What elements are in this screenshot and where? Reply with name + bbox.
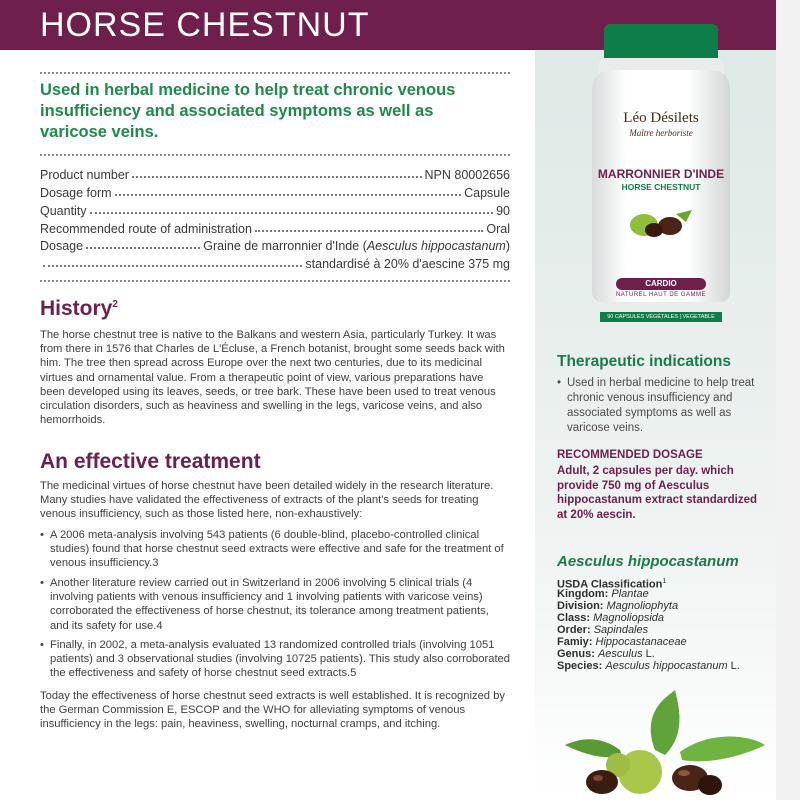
species-title: Aesculus hippocastanum [557, 553, 739, 570]
chestnut-illustration [626, 208, 696, 238]
taxonomy-value: Magnoliophyta [606, 600, 679, 612]
page-edge [776, 0, 800, 800]
treatment-intro: The medicinal virtues of horse chestnut have been detailed widely in the research literature. Many studies have validated the effectiveness of extracts of the plant's seeds for treating venous insufficiency, such as those listed here, non-exhaustively: [40, 480, 494, 521]
leader-dots [255, 230, 483, 232]
list-item [40, 576, 510, 633]
bullet-dot: • [40, 639, 44, 651]
divider [40, 154, 510, 156]
spec-value: NPN 80002656 [424, 168, 510, 182]
recommended-dosage-heading: RECOMMENDED DOSAGE [557, 449, 703, 461]
taxonomy-authority: L. [642, 648, 655, 660]
list-item [557, 376, 757, 436]
spec-value [203, 239, 510, 253]
recommended-dosage-text: Adult, 2 capsules per day. which provide 750 mg of Aesculus hippocastanum extract standardized at 20% aescin. [557, 465, 758, 521]
taxonomy-value: Aesculus [597, 648, 643, 660]
leader-dots [43, 265, 302, 267]
list-item-text: Finally, in 2002, a meta-analysis evaluated 13 randomized controlled trials (involving 1051 patients) and 3 observational studies (involving 10725 patients). This study also corroborated the effectiveness and safety of horse chestnut seed extracts.5 [50, 639, 510, 680]
taxonomy-row [557, 600, 772, 612]
spec-label: Product number [40, 168, 129, 182]
closing-paragraph: Today the effectiveness of horse chestnut seed extracts is well established. It is recognized by the German Commission E, ESCOP and the WHO for alleviating symptoms of venous insufficiency in the legs: pain, heaviness, swelling, nocturnal cramps, and itching. [40, 690, 505, 731]
taxonomy-value: Hippocastanaceae [595, 636, 687, 648]
footnote-ref: 2 [112, 299, 118, 310]
divider [40, 72, 510, 74]
brand-logo: Léo Désilets [623, 110, 699, 126]
brand-subtitle: Maître herboriste [629, 128, 693, 138]
leader-dots [115, 194, 462, 196]
history-paragraph: The horse chestnut tree is native to the Balkans and western Asia, particularly Turkey. It was from there in 1576 that Charles de L'Écluse, a French botanist, brought some seeds back with him. The tree then spread across Europe over the next two centuries, due to its medicinal virtues and ornamental value. From a therapeutic point of view, various preparations have been developed using its leaves, seeds, or tree bark. These have been used to treat venous circulation disorders, such as heaviness and swelling in the legs, varicose veins, and also hemorrhoids. [40, 329, 505, 427]
treatment-heading: An effective treatment [40, 450, 261, 473]
taxonomy-row [557, 648, 772, 660]
chestnut-photo [560, 690, 775, 800]
therapeutic-text: Used in herbal medicine to help treat chronic venous insufficiency and associated symptoms as well as varicose veins. [567, 377, 755, 434]
page-title: HORSE CHESTNUT [40, 6, 370, 44]
taxonomy-key: Division: [557, 600, 604, 612]
leader-dots [90, 212, 494, 214]
lead-statement: Used in herbal medicine to help treat chronic venous insufficiency and associated symptoms as well as varicose veins. [40, 81, 456, 141]
taxonomy-row [557, 624, 772, 636]
spec-row [40, 236, 510, 253]
footnote-ref: 1 [662, 578, 667, 585]
list-item [40, 528, 510, 571]
spec-row [40, 254, 510, 271]
taxonomy-key: Species: [557, 660, 603, 672]
taxonomy-key: Order: [557, 624, 591, 636]
product-name-en: HORSE CHESTNUT [621, 182, 701, 192]
taxonomy-key: Famiy: [557, 636, 593, 648]
list-item-text: Another literature review carried out in Switzerland in 2006 involving 5 clinical trials (4 involving patients with venous insufficiency and 1 involving patients with varicose veins) corroborated the effectiveness of horse chestnut, its tolerance among treatment patients, and its safety for use.4 [50, 577, 489, 632]
spec-label: Dosage form [40, 186, 112, 200]
spec-row [40, 201, 510, 218]
taxonomy-row [557, 588, 772, 600]
spec-value: Oral [486, 222, 510, 236]
leader-dots [132, 176, 422, 178]
leader-dots [86, 247, 200, 249]
spec-value-part: Graine de marronnier d'Inde ( [203, 239, 367, 253]
classification-label: USDA Classification [557, 578, 663, 591]
cardio-badge: CARDIO [616, 278, 706, 290]
spec-label: Recommended route of administration [40, 222, 252, 236]
spec-label: Dosage [40, 239, 84, 253]
taxonomy-value: Sapindales [593, 624, 649, 636]
taxonomy-authority: L. [727, 660, 740, 672]
product-name-fr: MARRONNIER D'INDE [597, 167, 725, 181]
taxonomy-value: Magnoliopsida [593, 612, 665, 624]
taxonomy-row [557, 636, 772, 648]
taxonomy-key: Genus: [557, 648, 595, 660]
list-item-text: A 2006 meta-analysis involving 543 patients (6 double-blind, placebo-controlled clinical studies) found that horse chestnut seed extracts were effective and safe for the treatment of venous insufficiency.3 [50, 529, 504, 570]
tagline: NATUREL HAUT DE GAMME [615, 292, 707, 298]
spec-label: Quantity [40, 204, 87, 218]
spec-value: standardisé à 20% d'aescine 375 mg [305, 257, 510, 271]
taxonomy-key: Kingdom: [557, 588, 609, 600]
bullet-dot: • [557, 377, 562, 389]
taxonomy-row [557, 660, 772, 672]
spec-row [40, 183, 510, 200]
bottle-cap [604, 24, 718, 62]
taxonomy-key: Class: [557, 612, 591, 624]
capsule-count-band: 90 CAPSULES VÉGÉTALES | VEGETABLE [600, 312, 722, 322]
divider [40, 280, 510, 282]
bullet-dot: • [40, 577, 44, 589]
spec-value: 90 [496, 204, 510, 218]
taxonomy-row [557, 612, 772, 624]
list-item [40, 638, 510, 681]
taxonomy-value: Aesculus hippocastanum [605, 660, 728, 672]
product-bottle [592, 24, 730, 320]
spec-row [40, 219, 510, 236]
spec-value: Capsule [464, 186, 510, 200]
taxonomy-value: Plantae [611, 588, 649, 600]
history-heading [40, 297, 118, 321]
spec-row [40, 165, 510, 182]
bullet-dot: • [40, 529, 44, 541]
therapeutic-heading: Therapeutic indications [557, 353, 731, 370]
spec-value-part: ) [505, 239, 510, 253]
spec-value-latin: Aesculus hippocastanum [366, 239, 506, 253]
history-title: History [40, 297, 113, 320]
